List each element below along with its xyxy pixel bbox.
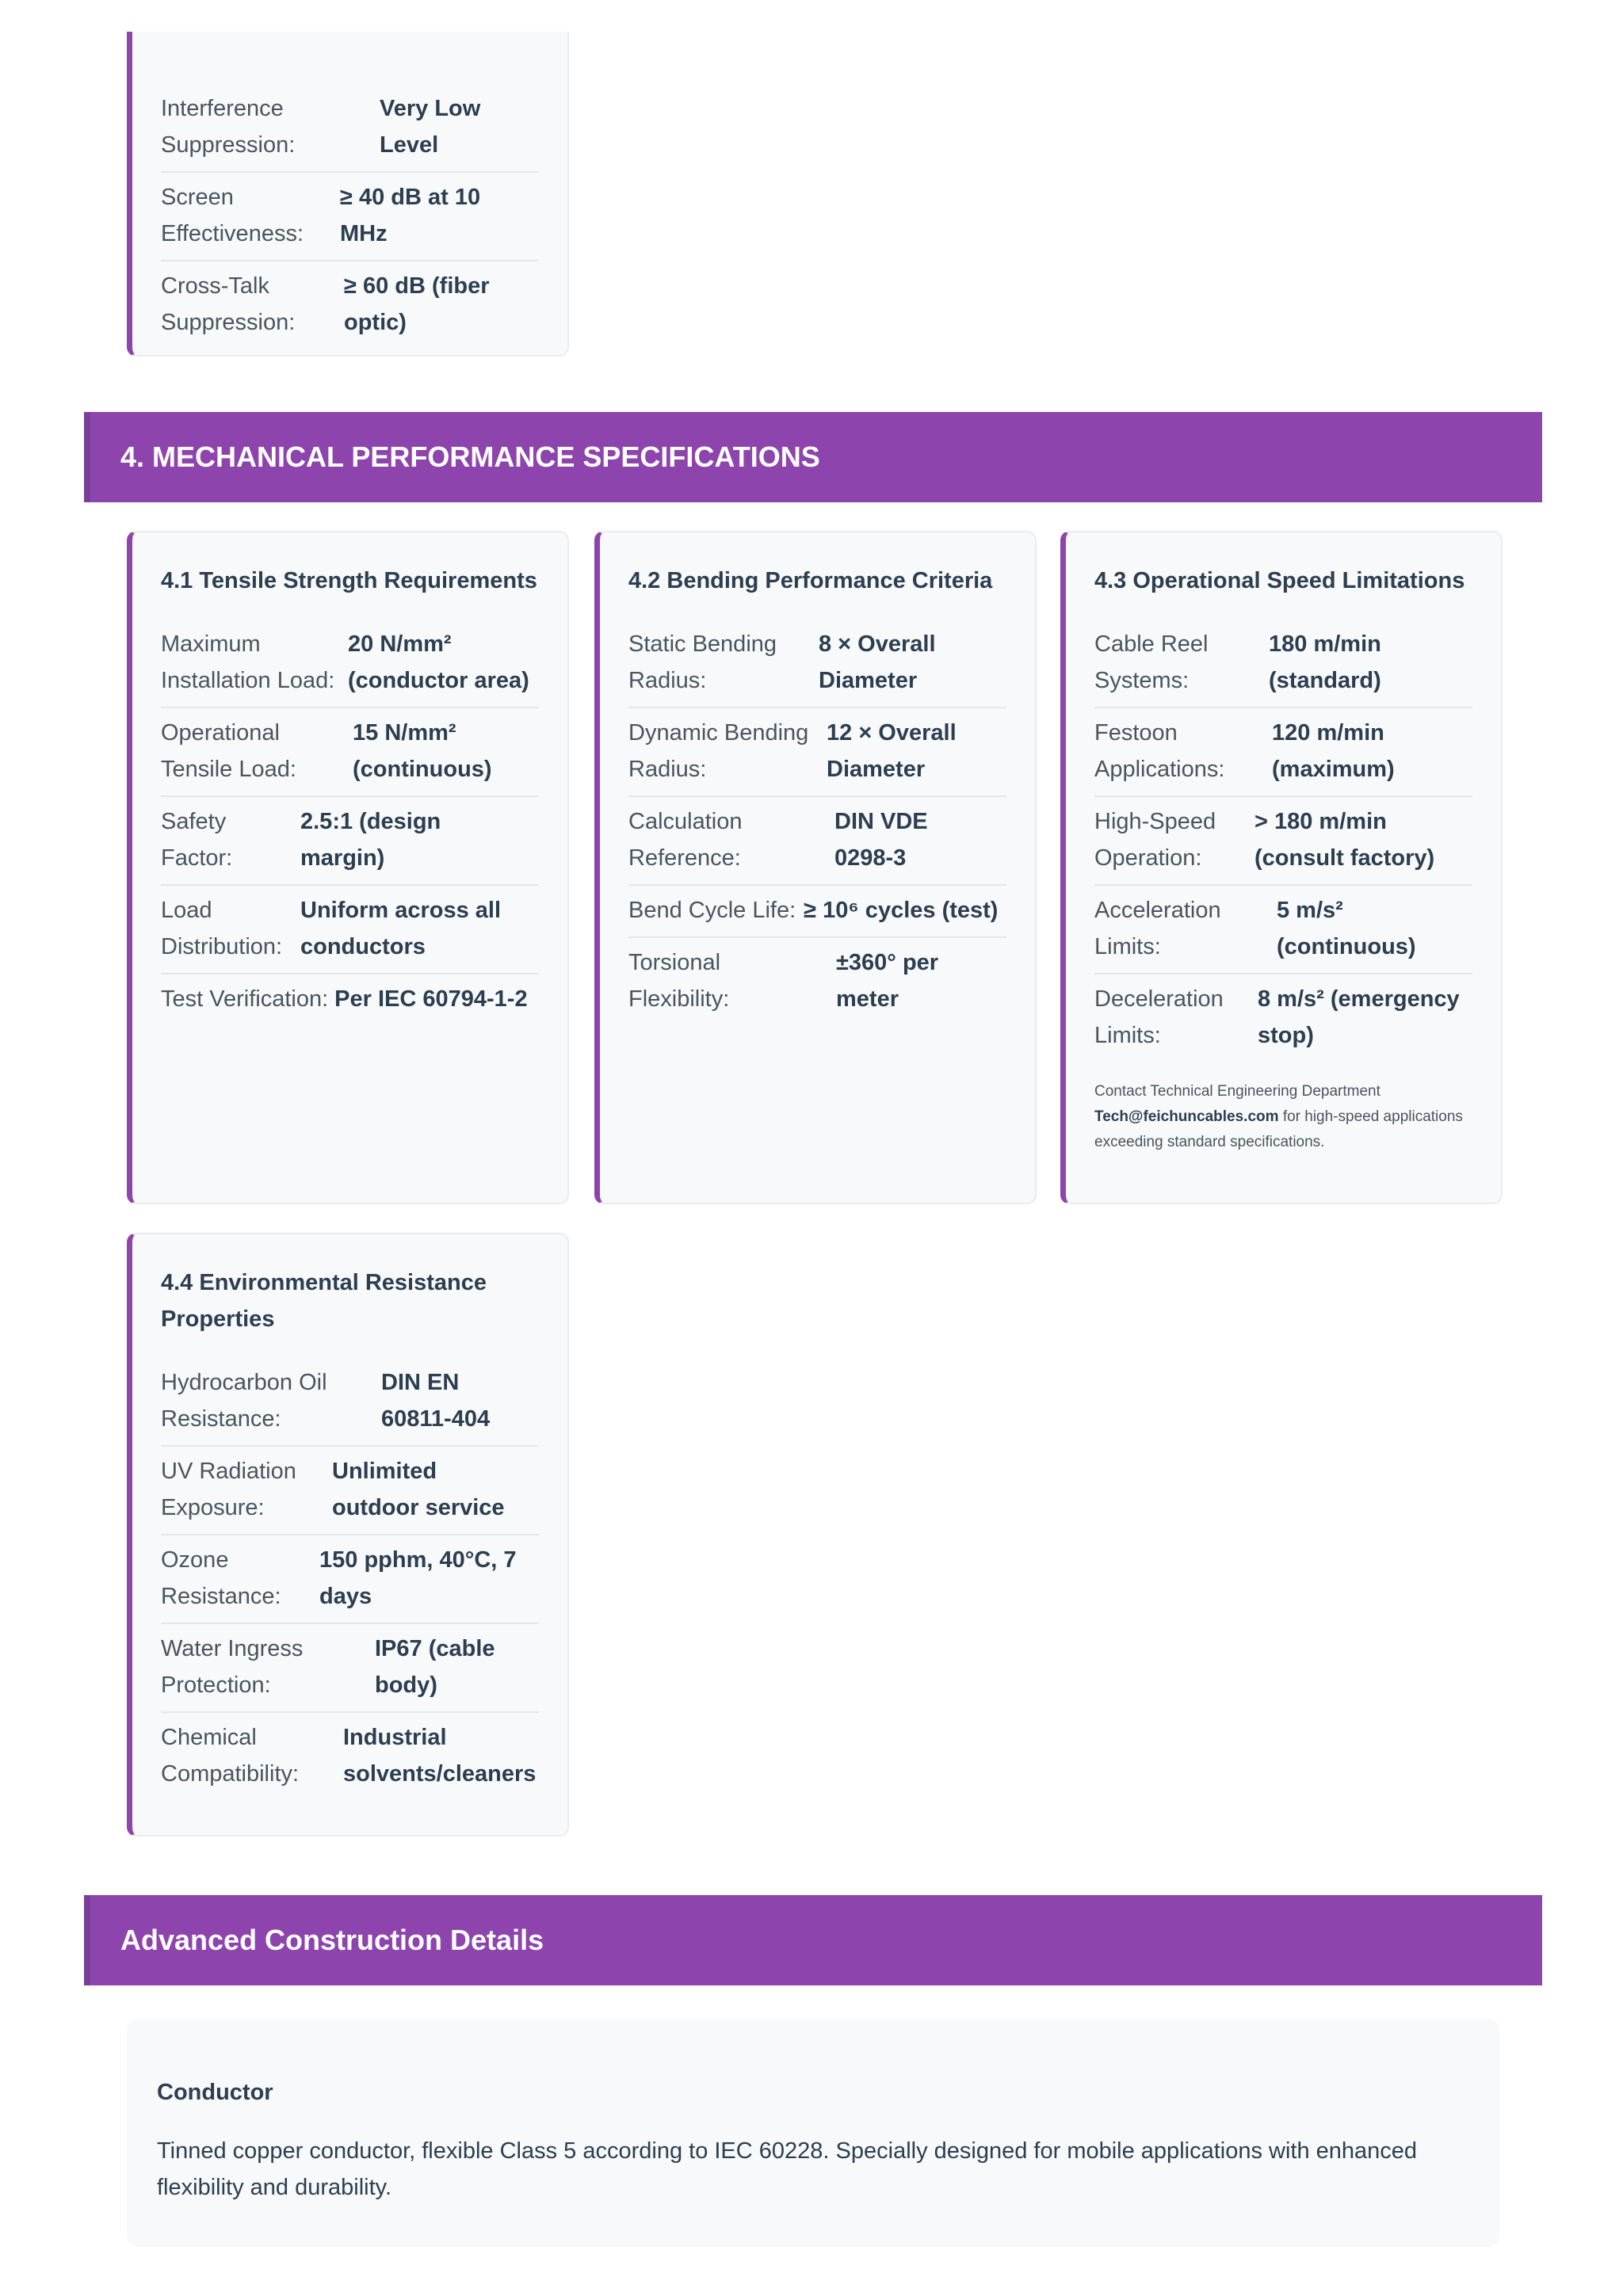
card-title: 4.3 Operational Speed Limitations — [1094, 568, 1465, 593]
spec-row — [161, 62, 539, 173]
spec-label: Load Distribution: — [161, 898, 283, 959]
spec-row — [1094, 797, 1472, 886]
spec-value: 15 N/mm² (continuous) — [353, 720, 492, 782]
spec-value: 8 × Overall Diameter — [819, 631, 936, 693]
spec-value: 12 × Overall Diameter — [827, 720, 957, 782]
spec-label: Chemical Compatibility: — [161, 1725, 300, 1787]
spec-row — [628, 938, 1006, 1025]
spec-label: Operational Tensile Load: — [161, 720, 296, 782]
note-text: for high-speed applications exceeding standard specifications. — [1094, 1108, 1463, 1150]
card-title: 4.1 Tensile Strength Requirements — [161, 568, 537, 593]
spec-label: Festoon Applications: — [1094, 720, 1225, 782]
spec-row — [628, 886, 1006, 938]
spec-row — [161, 173, 539, 261]
spec-value: ±360° per meter — [836, 950, 939, 1012]
spec-value: 5 m/s² (continuous) — [1277, 898, 1416, 959]
spec-value: 20 N/mm² (conductor area) — [348, 631, 529, 693]
spec-value: Very Low Level — [380, 96, 481, 158]
spec-value: ≥ 40 dB at 10 MHz — [340, 185, 481, 246]
spec-row — [161, 974, 539, 1025]
spec-row — [161, 1624, 539, 1713]
spec-row — [1094, 708, 1472, 797]
spec-value: Uniform across all conductors — [300, 898, 502, 959]
spec-row — [161, 1535, 539, 1624]
spec-row — [161, 261, 539, 349]
spec-label: Dynamic Bending Radius: — [628, 720, 809, 782]
contact-email-link[interactable]: Tech@feichuncables.com — [1094, 1108, 1279, 1125]
spec-row — [161, 708, 539, 797]
card-title: 4.4 Environmental Resistance Properties — [161, 1270, 487, 1332]
spec-label: Bend Cycle Life: — [628, 898, 796, 923]
spec-label: Test Verification: — [161, 986, 329, 1012]
spec-label: Safety Factor: — [161, 809, 233, 871]
section-title: 4. MECHANICAL PERFORMANCE SPECIFICATIONS — [120, 441, 820, 473]
spec-row — [161, 620, 539, 708]
spec-label: Cable Reel Systems: — [1094, 631, 1209, 693]
spec-row — [628, 620, 1006, 708]
spec-row — [1094, 620, 1472, 708]
spec-value: 150 pphm, 40°C, 7 days — [319, 1547, 517, 1609]
spec-label: Hydrocarbon Oil Resistance: — [161, 1370, 327, 1432]
spec-value: 120 m/min (maximum) — [1272, 720, 1395, 782]
construction-description: Tinned copper conductor, flexible Class 5 according to IEC 60228. Specially designed for mobile applications with enhanced flexibility and durability. — [157, 2138, 1418, 2200]
spec-label: Interference Suppression: — [161, 96, 296, 158]
spec-value: DIN VDE 0298-3 — [834, 809, 928, 871]
spec-row — [161, 1358, 539, 1447]
section-header-mechanical — [84, 412, 1542, 502]
spec-label: Cross-Talk Suppression: — [161, 273, 296, 335]
spec-row — [628, 797, 1006, 886]
spec-value: > 180 m/min (consult factory) — [1254, 809, 1435, 871]
spec-value: Per IEC 60794-1-2 — [334, 986, 528, 1012]
engineering-contact-note — [1094, 1079, 1472, 1155]
spec-label: Deceleration Limits: — [1094, 986, 1224, 1048]
spec-card-tensile — [127, 531, 569, 1204]
spec-row — [628, 708, 1006, 797]
section-title: Advanced Construction Details — [120, 1924, 544, 1956]
spec-value: Unlimited outdoor service — [332, 1459, 505, 1520]
card-title: 4.2 Bending Performance Criteria — [628, 568, 993, 593]
spec-label: Static Bending Radius: — [628, 631, 777, 693]
spec-row — [161, 1713, 539, 1800]
spec-value: Industrial solvents/cleaners — [343, 1725, 537, 1787]
spec-row — [1094, 974, 1472, 1062]
section-header-advanced — [84, 1895, 1542, 1985]
spec-value: 2.5:1 (design margin) — [300, 809, 441, 871]
construction-card-conductor — [127, 2019, 1499, 2247]
spec-value: ≥ 60 dB (fiber optic) — [344, 273, 490, 335]
spec-row — [1094, 886, 1472, 974]
spec-card-environmental — [127, 1233, 569, 1836]
construction-subtitle: Conductor — [157, 2080, 273, 2105]
spec-label: Maximum Installation Load: — [161, 631, 335, 693]
spec-card-speed — [1060, 531, 1503, 1204]
spec-value: 8 m/s² (emergency stop) — [1258, 986, 1460, 1048]
spec-row — [161, 1447, 539, 1535]
spec-label: Ozone Resistance: — [161, 1547, 281, 1609]
spec-card-bending — [594, 531, 1037, 1204]
spec-label: High-Speed Operation: — [1094, 809, 1216, 871]
spec-label: Screen Effectiveness: — [161, 185, 304, 246]
spec-value: ≥ 10⁶ cycles (test) — [804, 898, 999, 923]
spec-value: 180 m/min (standard) — [1269, 631, 1381, 693]
spec-label: UV Radiation Exposure: — [161, 1459, 296, 1520]
spec-label: Calculation Reference: — [628, 809, 743, 871]
spec-label: Torsional Flexibility: — [628, 950, 730, 1012]
spec-row — [161, 886, 539, 974]
spec-row — [161, 797, 539, 886]
spec-label: Acceleration Limits: — [1094, 898, 1221, 959]
spec-value: DIN EN 60811-404 — [381, 1370, 491, 1432]
note-text: Contact Technical Engineering Department — [1094, 1083, 1381, 1100]
spec-card-emc — [127, 32, 569, 357]
spec-value: IP67 (cable body) — [375, 1636, 495, 1698]
spec-label: Water Ingress Protection: — [161, 1636, 304, 1698]
